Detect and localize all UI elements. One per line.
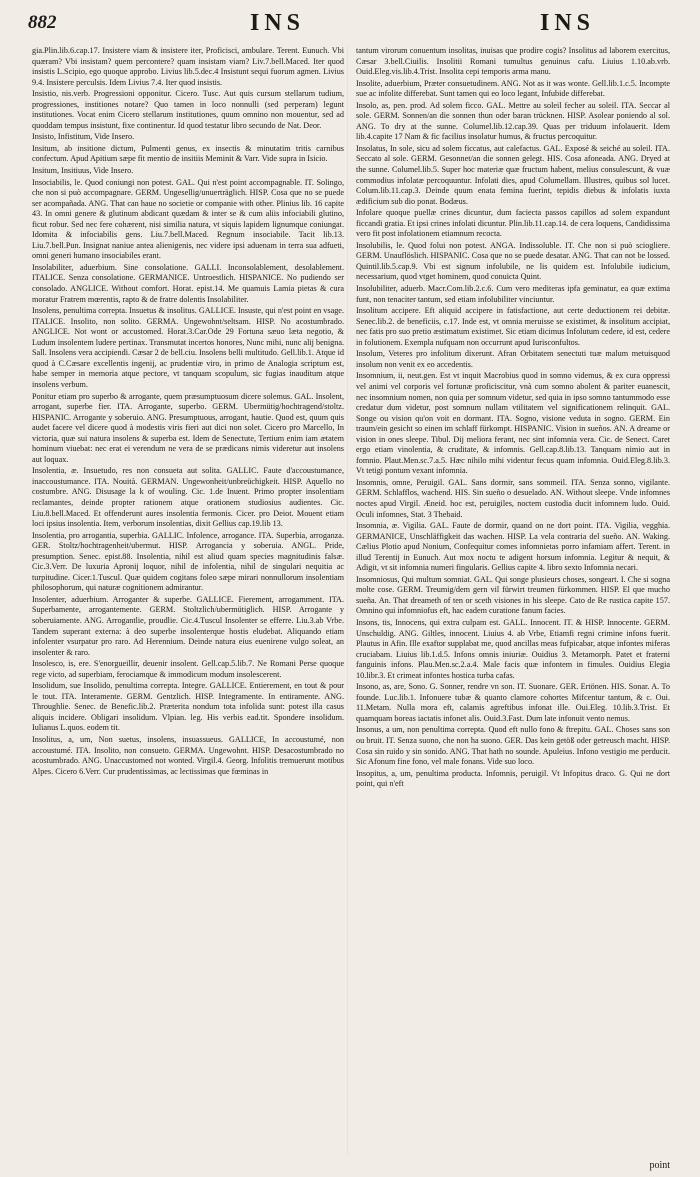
dictionary-entry: Insolubiliter, aduerb. Macr.Com.lib.2.c.6. Cum vero mediteras ipfa geminatur, ea quæ extima funt, non tenaciter tantum, sed etiam infolubiliter vinciuntur.	[356, 284, 670, 304]
dictionary-entry: Insono, as, are, Sono. G. Sonner, rendre vn son. IT. Suonare. GER. Ertönen. HIS. Sonar. A. To founde. Luc.lib.1. Infonuere tubæ & quanto clamore cohortes Mifcentur tantum, & c. Oui. 11.Metam. Nulla mora eft, calamis agreftibus infonat ille. Oui.Eleg. 10.lib.3.Trist. Et quamquam boreas iactatis infonet alis. Ouid.3.Fast. Dum late infonuit vento nemus.	[356, 682, 670, 723]
dictionary-entry: Insomnium, ii, neut.gen. Est vt inquit Macrobius quod in somno videmus, & ex cura oppressi vel animi vel corporis vel fortunæ proficiscitur, vnà cum somno abolent & pariter euanescit, nec insomnium nomen, non quia per somnum videtur, sed quia in ipso somno tantummodo esse credatur dum videtur, post somnum nullam vtilitatem vel significationem relinquit. GAL. Songe ou vision qu'on voit en dormant. ITA. Sogno, visione veduta in sogno. GERM. Ein traum/ein gesicht so einen im schlaff fürkompt. HISPANIC. Vision in sueños. AN. A dreame or vision in ones sleepe. Tibul. Dij meliora ferant, nec sint infomnia vera. Cic. de Senect. Caret ergo etiam vinolentia, & cruditate, & infomnis. Gell.cap.8.lib.13. Tanquam nimio aut in fomnio. Plaut.Men.sc.7.a.5. Hæc nihilo mihi videntur fecus quam infomnia. Ouid.Eleg.8.lib.3. Vt tetigi pontum vexant infomnia.	[356, 371, 670, 476]
dictionary-entry: Insolens, penultima correpta. Insuetus & insolitus. GALLICE. Insuste, qui n'est point en vsage. ITALICE. Insolito, non solito. GERMA. Ungewohnt/seltsam. HISP. No acostumbrado. ANGLICE. Not wont or accustomed. Horat.3.Car.Ode 29 Fortuna sæuo læta negotio, & Ludum insolentem ludere pertinax. Transmutat incertos honores, Nunc mihi, nunc alij benigna. Sall. Insolens vera accipiendi. Cæsar 2 de bell.ciu. Insolens belli multitudo. Gell.lib.1. Atque id quod à C.Cæsare excellentis ingenij, ac prudentiæ viro, in primo de Analogia scriptum est, habe semper in memoria atque pectore, vt tanquam scopulum, sic fugias inauditum atque insolens verbum.	[32, 306, 344, 389]
dictionary-entry: Insolitum accipere. Eft aliquid accipere in fatisfactione, aut certe deductionem rei debitæ. Senec.lib.2. de beneficiis, c.17. Inde est, vt omnia meruisse se existimet, & insolitum accipiat, nec fatis pro suo pretio æstimatum existimet. Sic etiam dicimus Infolutum cedere, id est, cedere in folutionem. Exempla nufquam non occurrunt apud Iurisconfultos.	[356, 306, 670, 347]
dictionary-entry: Ponitur etiam pro superbo & arrogante, quem præsumptuosum dicere solemus. GAL. Insolent, arrogant, superbe fier. ITA. Arrogante, superbo. GERM. Ubermütig/hochtragend/stoltz. HISPANIC. Arrogante y soberuio. ANG. Presumptuous, arrogant, hautie. Quod est, quum quis audet facere vel dicere quod à modestis viris fieri aut dici non solet. Cicero pro Marcello, In victoria, quæ sui natura insolens & superba est. Idem de Senectute, Tertium enim iam ætatem hominum viuebat: nec erat ei verendum ne vera de se prædicans nimis videretur aut insolens aut loquax.	[32, 391, 344, 464]
dictionary-entry: Insopitus, a, um, penultima producta. Infomnis, peruigil. Vt Infopitus draco. G. Qui ne dort point, qui n'eft	[356, 768, 670, 789]
dictionary-entry: Insociabilis, le. Quod coniungi non potest. GAL. Qui n'est point accompagnable. IT. Solingo, che non si può accompagnare. GERM. Ungesellig/unuerträglich. HISP. Cosa que no se puede ser acompañada. ANG. That can haue no societie or companie with other. Plinius lib. 16 capite 43. In omni genere & glutinum abdicant quædam & inter se & cum aliis infociabili glutino, ficut robur. Sed nec fere cohærent, nisi similia natura, vt siquis lapidem lignumque coniungat. Idomita & infociabilis gens. Liu.7.bell.Maced. Regnum insociabile. Tacit lib.13. Liu.7.bell.Pun. Insignat naniue antea alienigenis, nec videre ipsi aduenam in terra sua adfueti, omni generi humano insociabiles erant.	[32, 177, 344, 261]
dictionary-entry: Insolesco, is, ere. S'enorgueillir, deuenir insolent. Gell.cap.5.lib.7. Ne Romani Perse quoque rege victo, ad superbiam, ferociamque & immodicum modum insolescerent.	[32, 659, 344, 679]
page-number: 882	[28, 12, 57, 33]
dictionary-entry: Insolatus, In sole, sicu ad solem ficcatus, aut calefactus. GAL. Exposé & seiché au soleil. ITA. Seccato al sole. GERM. Gesonnet/an die sonnen gelegt. HIS. Cosa afoneada. ANG. Dryed at the sunne. Columel.lib.5. Super hoc materiæ quæ fructum habent, melius consulescunt, & vuæ commodius infolatæ percoquuntur. Infolati dies, apud Columellam. Illustres, quibus sol lucet. Colum.lib.11.cap.3. Deinde quum enata femina fuerint, tepidis diebus & infolatis iuxta ædificium sub dio ponat. Bodæus.	[356, 143, 670, 206]
dictionary-entry: Insolentia, pro arrogantia, superbia. GALLIC. Infolence, arrogance. ITA. Superbia, arroganza. GER. Stoltz/hochtragenheit/ubermut. HISP. Arrogancia y soberuia. ANGL. Pride, presumption. Senec. epist.88. Insolentia, nihil est aliud quam species magnitudinis falsæ. Cic.3.Verr. De luxuria Apronij loquor, nihil de infolentia, nihil de singulari nequitia ac turpitudine. Cicer.1.Tuscul. Quæ quidem cogitans foleo sæpe mirari nonnullorum insolentiam philosophorum, qui naturæ cognitionem admirantur.	[32, 530, 344, 593]
dictionary-entry: Insitum, ab insitione dictum, Pulmenti genus, ex insectis & minutatim tritis carnibus confectum. Apud Apitium sæpe fit mentio de insitiis Meminit & Varr. Vide supra in Isicio.	[32, 143, 344, 164]
dictionary-entry: Insolenter, aduerbium. Arroganter & superbe. GALLICE. Fierement, arrogamment. ITA. Superbamente, arrogantemente. GERM. Stoltzlich/ubermütiglich. HISP. Arrogante y soberuiamente. ANG. Arrogantlie, proudlie. Cic.4.Tuscul Insolenter se efferre. Liu.3.ab Vrbe. Tandem superant externa: à deo superbe insolenterque hostis eludebat. Aliquando etiam infolenter vsurpatur pro raro. Ad Herennium. Deinde natura eius euenirene vulgo soleat, an insolenter & raro.	[32, 594, 344, 657]
dictionary-entry: Insolubilis, le. Quod folui non potest. ANGA. Indissoluble. IT. Che non si può sciogliere. GERM. Unauflöslich. HISPANIC. Cosa que no se puede desatar. ANG. That can not be lossed. Quintil.lib.5.cap.9. Vbi est signum infolubile, ne lis quidem est. Infolubile iudicium, necessarium, quod vtget hominem, quod conuicta Quint.	[356, 240, 670, 282]
dictionary-entry: Insonus, a um, non penultima correpta. Quod eft nullo fono & ftrepitu. GAL. Choses sans son ou bruit. IT. Senza suono, che non ha suono. GER. Das kein getöß oder getreusch macht. HISP. Cosa sin ruido y sin sonido. ANG. That hath no sounde. Apuleius. Infono vestigio me perducit. Sic Afonum fine fono, vel male fonans. Vide suo loco.	[356, 725, 670, 767]
right-column	[356, 46, 670, 1166]
dictionary-entry: Insolo, as, pen. prod. Ad solem ficco. GAL. Mettre au soleil fecher au soleil. ITA. Seccar al sole. GERM. Sonnen/an die sonnen thun oder baran trücknen. HISP. Asolear poniendo al sol. ANG. To dry at the sunne. Columel.lib.12.cap.39. Quas per triduum infolauerit. Idem lib.4.capite 17 Nam & fic facilius insolatur humus, & fructus percoquitur.	[356, 100, 670, 142]
dictionary-entry: gia.Plin.lib.6.cap.17. Insistere viam & insistere iter, Proficisci, ambulare. Terent. Eunuch. Vbi quæram? Vbi insistam? quem percontere? quam insistam viam? Liv.7.bell.Maced. Iter quod insistis L.Scipio, ego quoque approbo. Livius lib.5.dec.4 Insistunt sequi fuorum agmen. Livius 9.4. Insistere perculsis. Idem Livius 7.4. Iter quod insistis.	[32, 46, 344, 87]
dictionary-entry: Insons, tis, Innocens, qui extra culpam est. GALL. Innocent. IT. & HISP. Innocente. GERM. Unschuldig. ANG. Giltles, innocent. Liuius 4. ab Vrbe, Etiamfi regni crimine infons fuerit. Plautus in Afin. Ille exaftor supplabat me, quod ancillas meas fufpicabar, atque infontes miferas cruciabam. Liuius lib.1.d.5. Infons omnis iniuriæ. Ouidius 3. Metamorph. Patet et fraterni fanguinis infons. Plau.Men.sc.2.a.4. Male facis quæ infontem in fimules. Ouidius Elegia 10.libr.3. Et crimeat infontes hostica turba cafas.	[356, 617, 670, 680]
dictionary-entry: Insomnia, æ. Vigilia. GAL. Faute de dormir, quand on ne dort point. ITA. Vigilia, vegghia. GERMANICE, Unschläffigkeit das wachen. HISP. La vela contraria del sueño. AN. Waking. Cælius Plotio apud Nonium, Confequitur comes infomnietas porro infamiam affert. Terent. in illud Terentij in Eunuch. Aut mox noctu te adigent horsum infomnia. Legitur & nequit, & Adigit, vt sit infomnia numeri fingularis. Gellius capite 4. libro sexto Infomnia necari.	[356, 521, 670, 573]
dictionary-entry: Insolidum, sue Insolido, penultima correpta. Integre. GALLICE. Entierement, en tout & pour le tout. ITA. Interamente. GERM. Gentzlich. HISP. Integramente. In entiramente. ANG. Throughlie. Senec. de Benefic.lib.2. Præterita nondum tota infolida sunt: potest illa casus aliquis incidere. Obligari insolidum. Vlpian. leg. His verbis ead.tit. Spondere insolidum. Iulianus L.quos. eodem tit.	[32, 681, 344, 733]
dictionary-entry: Insitum, Insitiuus, Vide Insero.	[32, 166, 134, 176]
dictionary-entry: tantum virorum conuentum insolitas, inuisas que prodire cogis? Insolitus ad laborem exercitus, Cæsar 3.bell.Ciuilis. Insolitii Romani tumultus genuinus cafu. Liuius 1.10.ab.vrb. Ouid.Eleg.vis.lib.4.Trist. Insolita cepi temporis arma manu.	[356, 46, 670, 77]
dictionary-entry: Insisto, Infistitum, Vide Insero.	[32, 132, 135, 142]
right-running-head: INS	[540, 10, 596, 36]
dictionary-entry: Infolare quoque puellæ crines dicuntur, dum faciecta passos capillos ad solem expandunt ficcandi gratia. Et ipsi crines infolati dicuntur. Plin.lib.11.cap.14. de cera loquens, Candidissima vero fit post infolationem etiamnum recocta.	[356, 208, 670, 239]
left-column	[32, 46, 344, 1166]
running-header	[28, 10, 672, 38]
dictionary-entry: Insolabiliter, aduerbium. Sine consolatione. GALLI. Inconsolablement, desolablement. ITALICE. Senza consolatione. GERMANICE. Untroestlich. HISPANICE. No pudiendo ser consolado. ANGLICE. Without comfort. Horat. epist.14. Me quamuis Lamia pietas & cura moratur Fratrem mœrentis, rapto & de fratre dolentis Insolabiliter.	[32, 262, 344, 304]
dictionary-entry: Insolentia, æ. Insuetudo, res non consueta aut solita. GALLIC. Faute d'accoustumance, inaccoustumance. ITA. Nouità. GERMAN. Ungewonheit/unbreüchigkeit. HISP. Aquello no costumbre. ANG. Disusage la k of wouling. Cic. 1.de Inuent. Primo propter insolentiam reclamantes, deinde propter rationem atque orationem studiosius audientes. Cic. Liu.8.bell.Maced. Et offenderunt aures insolentia fermonis. Cicer. pro Deiot. Mouent etiam loci ipsius insolentia. Item, verborum insolentias, dixit Gellius cap.19.lib 13.	[32, 466, 344, 529]
column-gutter	[347, 46, 348, 1156]
left-running-head: INS	[250, 10, 306, 36]
dictionary-entry: Insolite, aduerbium, Præter consuetudinem. ANG. Not as it was wonte. Gell.lib.1.c.5. Incompte sue ac infolite differebat. Sunt tamen qui eo loco legant, Infubide differebat.	[356, 78, 670, 99]
dictionary-entry: Insolum, Veteres pro infolitum dixerunt. Afran Orbitatem senectuti tuæ malum metuisquod insolum non venit ex eo accedentis.	[356, 349, 670, 369]
dictionary-entry: Insolitus, a, um, Non suetus, insolens, insuassueus. GALLICE, In accoustumé, non accoustumé. ITA. Insolito, non consueto. GERMA. Ungewohnt. HISP. Desacostumbrado no acostumbrado. ANG. Unaccustomed not wonted. Virgil.4. Georg. Infolitis tremuerunt motibus Alpes. Cicero 6.Verr. Cur prudentissimas, ac lectissimas que fœminas in	[32, 735, 344, 776]
dictionary-entry: Insomniosus, Qui multum somniat. GAL. Qui songe plusieurs choses, songeart. I. Che si sogna molte cose. GERM. Treumig/dem gern vil fürwirt treumen fürkommen. HISP. El que mucho sueña. An. That dreameth of ten or sceth visiones in his sleepe. Cato de Re rustica capite 157. Omnino qui infomniofus eft, hac eadem curatione fanum facies.	[356, 574, 670, 616]
catchword: point	[649, 1160, 670, 1171]
dictionary-entry: Insomnis, omne, Peruigil. GAL. Sans dormir, sans sommeil. ITA. Senza sonno, vigilante. GERM. Schlafflos, wachend. HIS. Sin sueño o desuelado. AN. Without sleepe. Vnde infomnes noctes apud Virgil. Æneid. hoc est, peruigiles, noctem custodia ducit infomnem ludo. Ouid. Oculi infomnes, Stat. 3 Thebaid.	[356, 477, 670, 519]
dictionary-entry: Insistio, nis.verb. Progressioni opponitur. Cicero. Tusc. Aut quis cursum stellarum tudium, progressiones, institiones notare? Quo tamen in loco nonnulli (sed perperam) legunt institutiones. Vocat enim Cicero stellarum institutiones, quum omnino non mouentur, sed ad quoddam tempus insistunt, fixe continentur. Id quod testatur libro secundo de Nat. Deor.	[32, 89, 344, 130]
